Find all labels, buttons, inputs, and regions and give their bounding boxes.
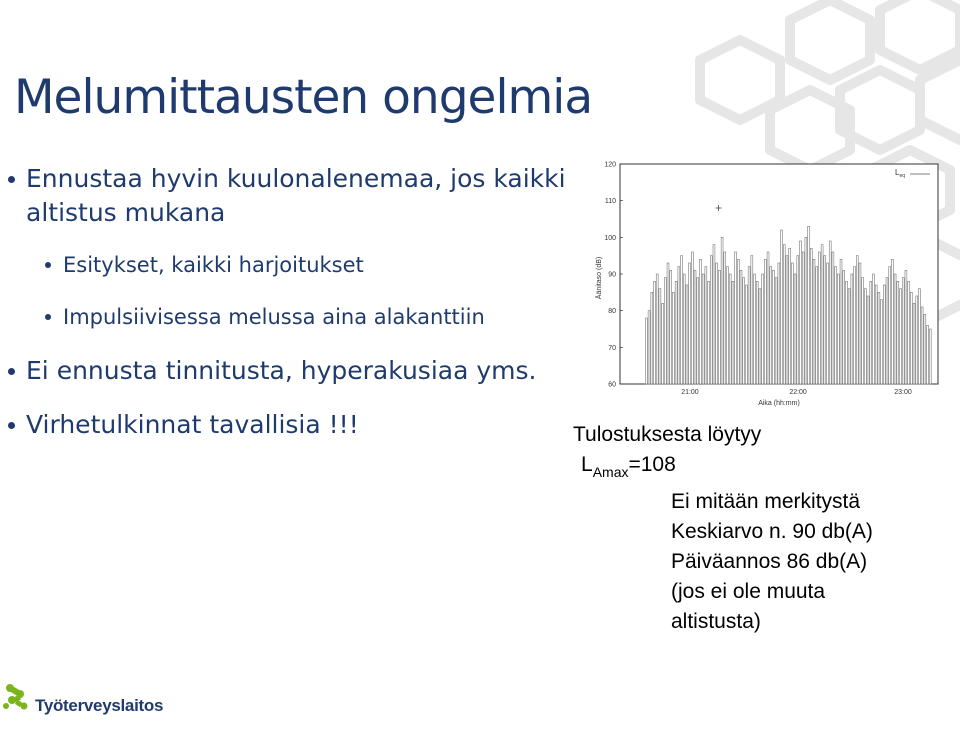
bar [897, 281, 899, 384]
bullet-text: Esitykset, kaikki harjoitukset [63, 253, 364, 277]
bar [908, 281, 910, 384]
bar [913, 303, 915, 384]
bar [667, 263, 669, 384]
bar [721, 237, 723, 384]
bar [775, 278, 777, 384]
logo-icon [2, 682, 32, 716]
noise-level-chart [588, 158, 950, 410]
bar [697, 278, 699, 384]
bullet-text: Impulsiivisessa melussa aina alakanttiin [63, 305, 485, 329]
bar [683, 274, 685, 384]
bar [889, 267, 891, 384]
bullet-list [8, 162, 588, 462]
bar [829, 241, 831, 384]
bar [648, 311, 650, 384]
bar [681, 256, 683, 384]
bar [670, 270, 672, 384]
bar [794, 274, 796, 384]
bar [848, 289, 850, 384]
bar [854, 267, 856, 384]
bar [924, 314, 926, 384]
bullet-text: Virhetulkinnat tavallisia !!! [26, 410, 359, 439]
bar [902, 278, 904, 384]
bar [708, 281, 710, 384]
bar [900, 289, 902, 384]
y-tick-label: 110 [604, 198, 616, 206]
bar [859, 263, 861, 384]
bar [689, 263, 691, 384]
bar [789, 248, 791, 384]
bar [821, 245, 823, 384]
bar [870, 281, 872, 384]
bar [729, 274, 731, 384]
result-line: (jos ei ole muuta [671, 580, 826, 603]
result-line: altistusta) [671, 610, 761, 633]
bar [713, 245, 715, 384]
bar [672, 292, 674, 384]
bar [743, 278, 745, 384]
bar [918, 289, 920, 384]
bar [867, 296, 869, 384]
bar [764, 259, 766, 384]
bar [654, 281, 656, 384]
bar [824, 256, 826, 384]
bar [735, 252, 737, 384]
bar [929, 329, 931, 384]
bar [702, 274, 704, 384]
bar [894, 274, 896, 384]
bar [816, 267, 818, 384]
bar [770, 267, 772, 384]
bar [813, 259, 815, 384]
bar [878, 292, 880, 384]
bar [797, 256, 799, 384]
bar [724, 252, 726, 384]
bar [732, 281, 734, 384]
bar [835, 267, 837, 384]
bar [883, 285, 885, 384]
logo [2, 682, 163, 716]
lamax-line: $L_{Amax}=108$ [581, 453, 676, 480]
x-tick-label: 22:00 [789, 389, 807, 396]
bar [805, 237, 807, 384]
bar [827, 263, 829, 384]
bar [700, 259, 702, 384]
bullet-item [8, 162, 588, 230]
bullet-item [8, 408, 588, 442]
bar [886, 278, 888, 384]
bar [678, 267, 680, 384]
bar [762, 274, 764, 384]
bar [808, 226, 810, 384]
bar [756, 281, 758, 384]
legend-label: $L_{eq}$ [895, 168, 906, 179]
bar [840, 259, 842, 384]
bar [759, 289, 761, 384]
bullet-dot [8, 422, 15, 429]
results-text [573, 420, 873, 637]
bar [802, 252, 804, 384]
sub-bullet-item [8, 250, 588, 280]
bar [783, 245, 785, 384]
bar [921, 307, 923, 384]
bar [686, 285, 688, 384]
bar [910, 292, 912, 384]
bar [773, 270, 775, 384]
bar [727, 267, 729, 384]
bar [705, 267, 707, 384]
bar [927, 325, 929, 384]
bar [810, 248, 812, 384]
bar [837, 274, 839, 384]
bar [862, 278, 864, 384]
bullet-dot [45, 262, 51, 268]
bar [645, 318, 647, 384]
bar [905, 270, 907, 384]
bar [664, 278, 666, 384]
bar [778, 263, 780, 384]
bar [891, 259, 893, 384]
bar [662, 303, 664, 384]
y-tick-label: 120 [604, 161, 616, 169]
bar [740, 270, 742, 384]
results-heading: Tulostuksesta löytyy [573, 423, 762, 446]
bar [656, 274, 658, 384]
bar [786, 256, 788, 384]
bar [875, 285, 877, 384]
bar [881, 300, 883, 384]
result-line: Keskiarvo n. 90 db(A) [671, 520, 873, 543]
bar [873, 274, 875, 384]
x-tick-label: 21:00 [681, 389, 699, 396]
bar [791, 263, 793, 384]
bar [659, 289, 661, 384]
bar [851, 274, 853, 384]
bar [694, 270, 696, 384]
bar [781, 230, 783, 384]
bar [856, 256, 858, 384]
y-tick-label: 60 [608, 381, 616, 389]
bar [751, 256, 753, 384]
bullet-item [8, 354, 588, 388]
bar [800, 241, 802, 384]
bar [843, 270, 845, 384]
bar [745, 285, 747, 384]
bar [651, 292, 653, 384]
bullet-text: Ei ennusta tinnitusta, hyperakusiaa yms. [26, 356, 537, 385]
y-axis-label: Äänitaso (dB) [596, 256, 603, 300]
bullet-text: Ennustaa hyvin kuulonalenemaa, jos kaikki altistus mukana [26, 164, 566, 227]
slide-title: Melumittausten ongelmia [14, 70, 593, 125]
bullet-dot [8, 176, 15, 183]
result-line: Päiväannos 86 db(A) [671, 550, 868, 573]
result-line: Ei mitään merkitystä [671, 490, 861, 513]
bar [916, 296, 918, 384]
y-tick-label: 90 [608, 271, 616, 279]
y-tick-label: 80 [608, 308, 616, 316]
x-tick-label: 23:00 [894, 389, 912, 396]
bar [710, 256, 712, 384]
y-tick-label: 70 [608, 344, 616, 352]
bar [767, 252, 769, 384]
logo-text: Työterveyslaitos [35, 696, 164, 715]
bar [754, 274, 756, 384]
bar [716, 263, 718, 384]
bar [832, 252, 834, 384]
bar [818, 252, 820, 384]
bar [718, 270, 720, 384]
x-axis-label: Aika (hh:mm) [758, 400, 800, 407]
bullet-dot [45, 314, 51, 320]
bar [691, 252, 693, 384]
sub-bullet-item [8, 302, 588, 332]
bar [748, 267, 750, 384]
y-tick-label: 100 [604, 234, 616, 242]
bar [845, 281, 847, 384]
bar [864, 289, 866, 384]
bar [675, 281, 677, 384]
bar [737, 259, 739, 384]
bullet-dot [8, 368, 15, 375]
